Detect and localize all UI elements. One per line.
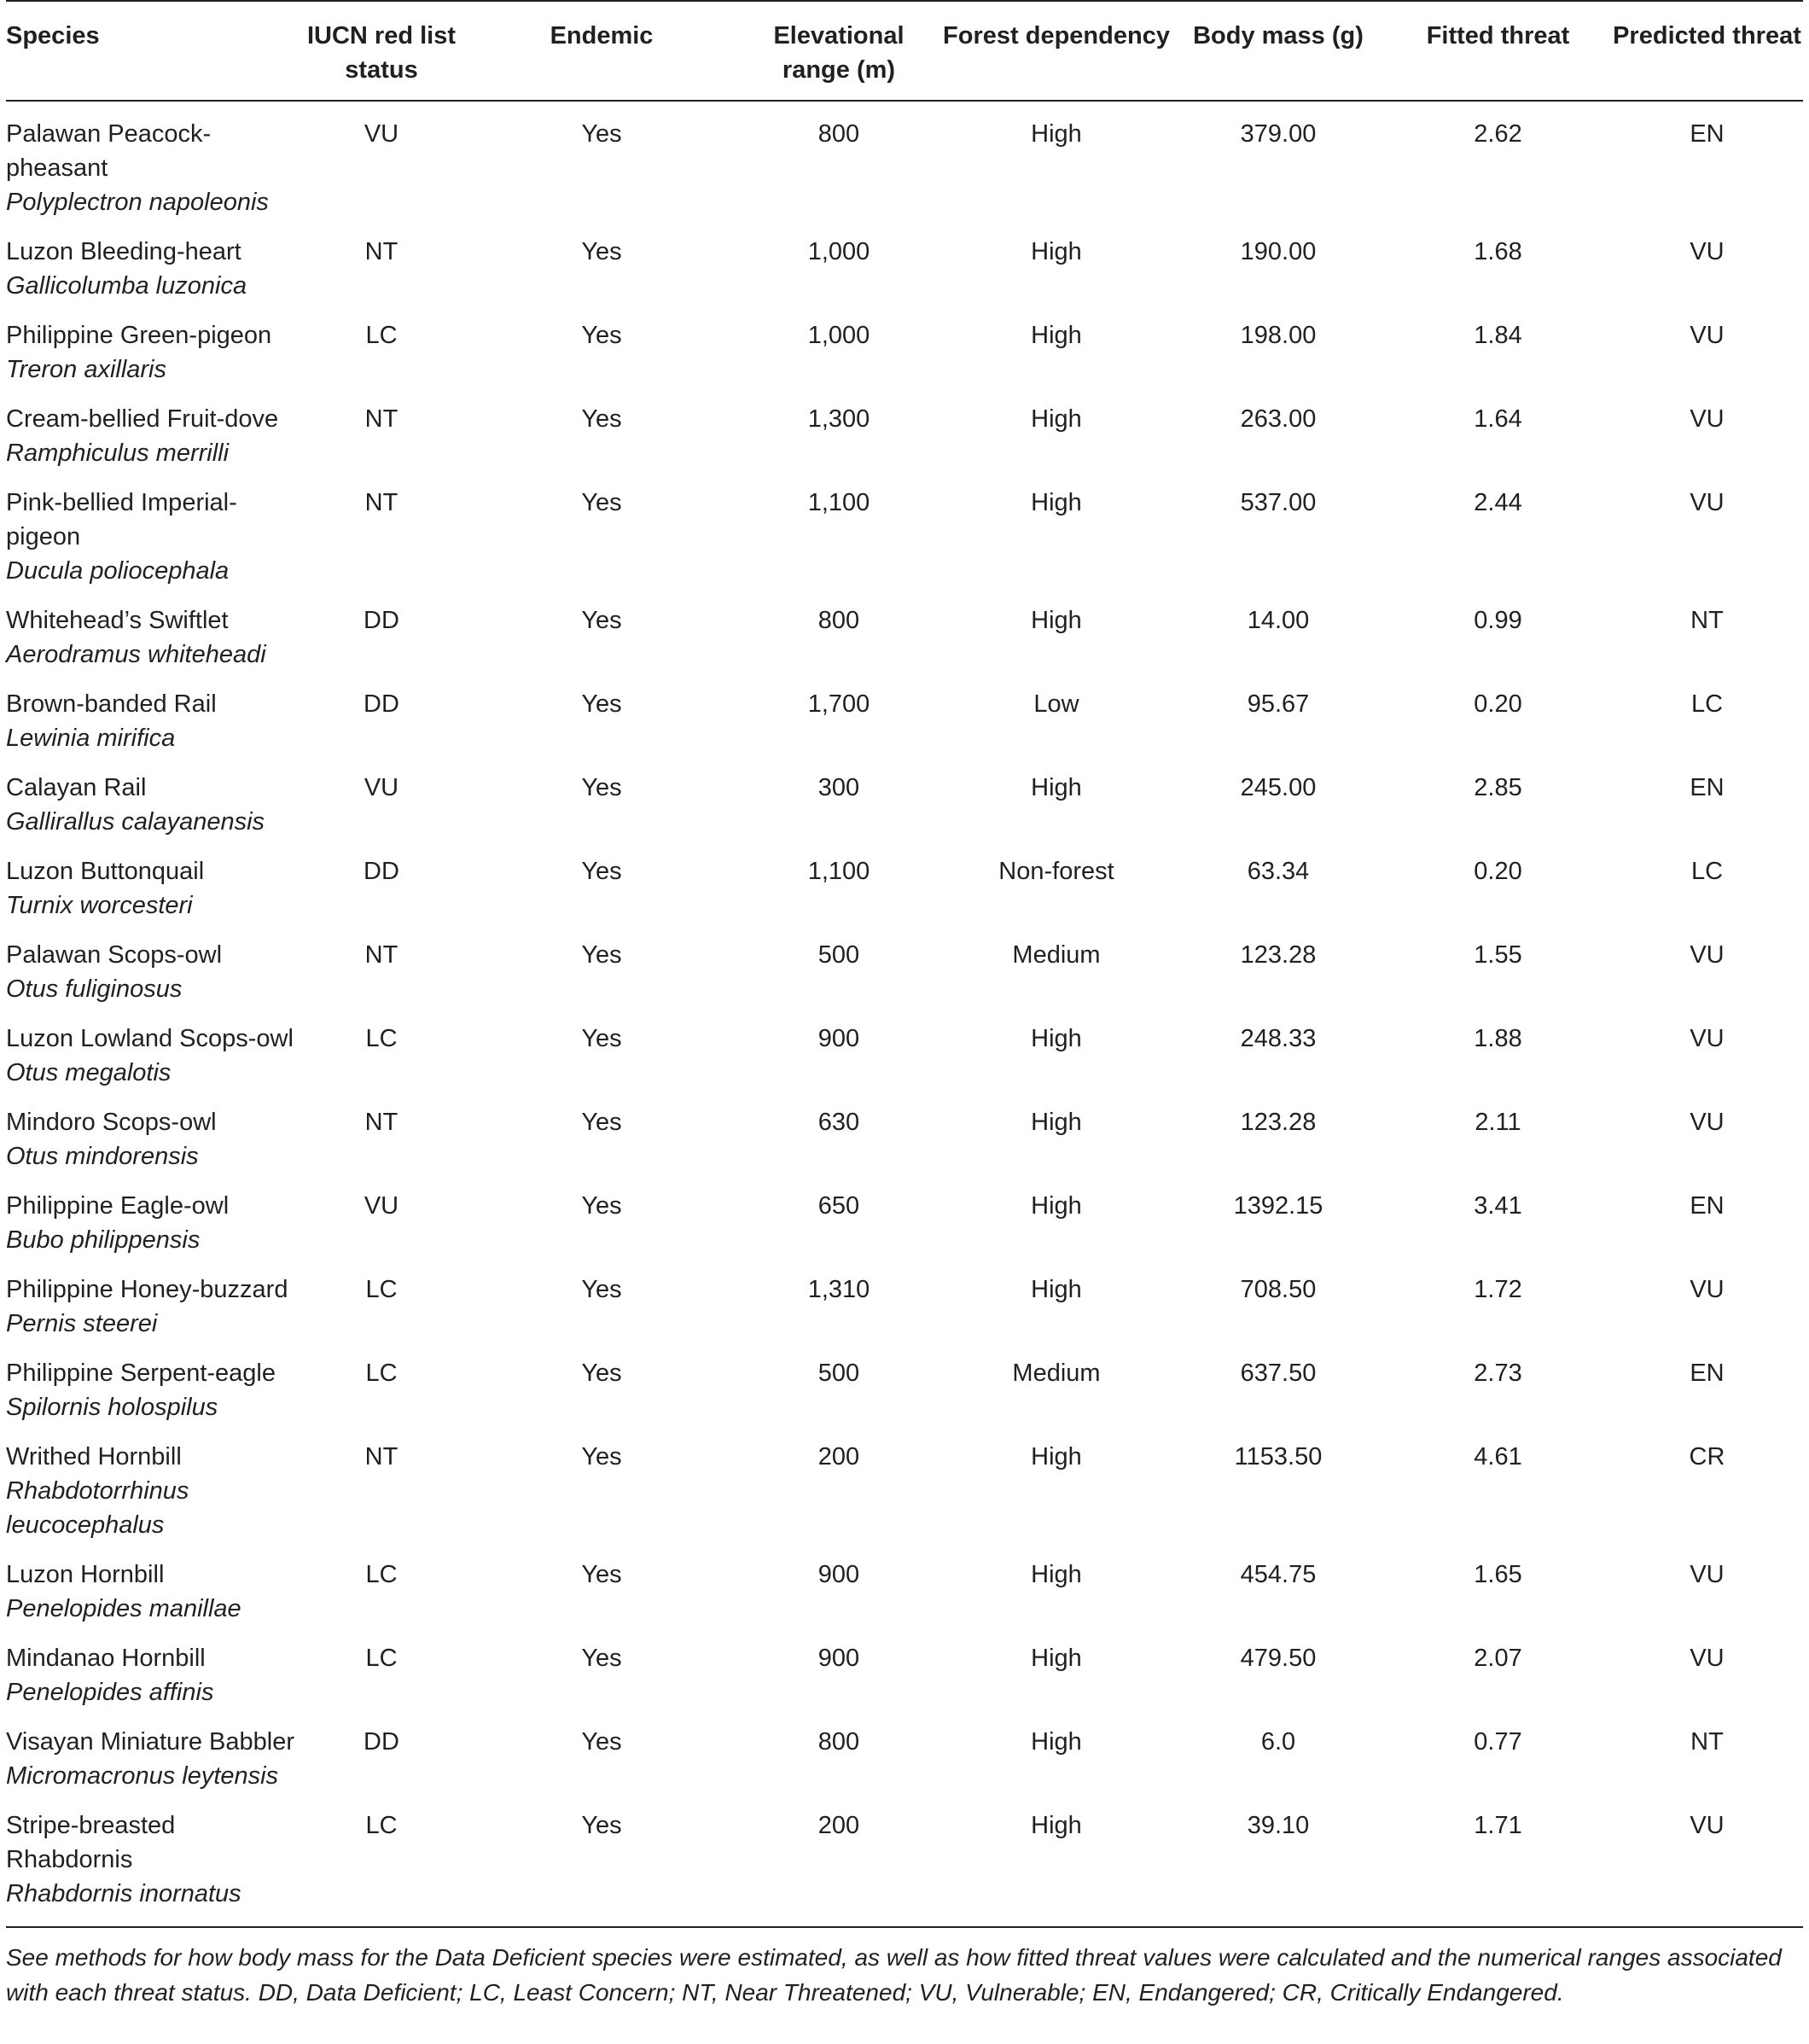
scientific-name: Aerodramus whiteheadi bbox=[6, 641, 266, 668]
body-mass-cell: 637.50 bbox=[1240, 1360, 1317, 1387]
species-cell bbox=[6, 1263, 296, 1347]
predicted-threat-cell: EN bbox=[1690, 1192, 1725, 1220]
iucn-status-cell: VU bbox=[364, 774, 399, 801]
scientific-name: Pernis steerei bbox=[6, 1310, 158, 1337]
predicted-threat-cell: VU bbox=[1690, 238, 1725, 265]
iucn-status-cell: LC bbox=[296, 1799, 467, 1927]
header-predicted-threat: Predicted threat bbox=[1611, 1, 1803, 101]
table-row bbox=[6, 1715, 1803, 1799]
iucn-status-cell: VU bbox=[364, 120, 399, 148]
scientific-name: Gallicolumba luzonica bbox=[6, 272, 247, 300]
elevational-range-cell: 800 bbox=[817, 607, 860, 634]
scientific-name: Otus fuliginosus bbox=[6, 975, 183, 1003]
common-name: Stripe-breasted Rhabdornis bbox=[6, 1812, 176, 1873]
header-species: Species bbox=[6, 1, 296, 101]
body-mass-cell: 537.00 bbox=[1240, 489, 1317, 516]
species-cell bbox=[6, 1347, 296, 1430]
species-cell bbox=[6, 594, 296, 678]
predicted-threat-cell: EN bbox=[1690, 774, 1725, 801]
fitted-threat-cell: 1.64 bbox=[1474, 405, 1522, 433]
fitted-threat-cell: 0.20 bbox=[1474, 858, 1522, 885]
elevational-range-cell: 800 bbox=[817, 120, 860, 148]
fitted-threat-cell: 1.71 bbox=[1385, 1799, 1611, 1927]
forest-dependency-cell: High bbox=[1031, 774, 1082, 801]
body-mass-cell: 263.00 bbox=[1240, 405, 1317, 433]
endemic-cell: Yes bbox=[581, 1728, 622, 1756]
scientific-name: Treron axillaris bbox=[6, 356, 167, 383]
species-cell bbox=[6, 761, 296, 845]
forest-dependency-cell: Non-forest bbox=[998, 858, 1114, 885]
predicted-threat-cell: EN bbox=[1690, 120, 1725, 148]
common-name: Visayan Miniature Babbler bbox=[6, 1728, 294, 1756]
endemic-cell: Yes bbox=[581, 489, 622, 516]
predicted-threat-cell: CR bbox=[1689, 1443, 1725, 1470]
table-row bbox=[6, 1096, 1803, 1179]
fitted-threat-cell: 2.07 bbox=[1474, 1645, 1522, 1672]
endemic-cell: Yes bbox=[581, 858, 622, 885]
iucn-status-cell: LC bbox=[365, 1360, 398, 1387]
fitted-threat-cell: 2.11 bbox=[1475, 1109, 1521, 1136]
body-mass-cell: 39.10 bbox=[1172, 1799, 1385, 1927]
scientific-name: Rhabdotorrhinus leucocephalus bbox=[6, 1477, 189, 1539]
iucn-status-cell: NT bbox=[364, 238, 398, 265]
elevational-range-cell: 300 bbox=[817, 774, 860, 801]
species-cell bbox=[6, 1548, 296, 1632]
predicted-threat-cell: VU bbox=[1690, 489, 1725, 516]
body-mass-cell: 190.00 bbox=[1240, 238, 1317, 265]
predicted-threat-cell: VU bbox=[1690, 1645, 1725, 1672]
header-forest-dependency: Forest dependency bbox=[941, 1, 1172, 101]
forest-dependency-cell: High bbox=[1031, 120, 1082, 148]
table-body bbox=[6, 101, 1803, 1927]
elevational-range-cell: 900 bbox=[817, 1645, 860, 1672]
scientific-name: Polyplectron napoleonis bbox=[6, 189, 269, 216]
common-name: Mindanao Hornbill bbox=[6, 1645, 206, 1672]
common-name: Whitehead’s Swiftlet bbox=[6, 607, 229, 634]
fitted-threat-cell: 0.77 bbox=[1474, 1728, 1522, 1756]
iucn-status-cell: LC bbox=[365, 1561, 398, 1588]
elevational-range-cell: 650 bbox=[817, 1192, 860, 1220]
elevational-range-cell: 1,000 bbox=[807, 322, 870, 349]
body-mass-cell: 1153.50 bbox=[1234, 1443, 1323, 1470]
species-cell bbox=[6, 476, 296, 594]
endemic-cell: Yes bbox=[581, 1109, 622, 1136]
table-row bbox=[6, 845, 1803, 929]
endemic-cell: Yes bbox=[581, 238, 622, 265]
forest-dependency-cell: High bbox=[1031, 1192, 1082, 1220]
species-cell bbox=[6, 309, 296, 393]
endemic-cell: Yes bbox=[581, 1025, 622, 1052]
forest-dependency-cell: High bbox=[1031, 322, 1082, 349]
predicted-threat-cell: NT bbox=[1690, 1728, 1724, 1756]
species-cell bbox=[6, 929, 296, 1012]
predicted-threat-cell: EN bbox=[1690, 1360, 1725, 1387]
body-mass-cell: 454.75 bbox=[1240, 1561, 1317, 1588]
table-row bbox=[6, 309, 1803, 393]
scientific-name: Spilornis holospilus bbox=[6, 1394, 218, 1421]
iucn-status-cell: LC bbox=[365, 1276, 398, 1303]
forest-dependency-cell: High bbox=[1031, 607, 1082, 634]
table-row bbox=[6, 1799, 1803, 1927]
predicted-threat-cell: VU bbox=[1690, 405, 1725, 433]
scientific-name: Lewinia mirifica bbox=[6, 725, 176, 752]
body-mass-cell: 95.67 bbox=[1247, 690, 1310, 718]
iucn-status-cell: NT bbox=[364, 489, 398, 516]
elevational-range-cell: 200 bbox=[817, 1443, 860, 1470]
forest-dependency-cell: Medium bbox=[1012, 1360, 1101, 1387]
table-row bbox=[6, 1430, 1803, 1548]
scientific-name: Penelopides manillae bbox=[6, 1595, 241, 1622]
fitted-threat-cell: 1.55 bbox=[1474, 941, 1522, 969]
iucn-status-cell: VU bbox=[364, 1192, 399, 1220]
scientific-name: Ramphiculus merrilli bbox=[6, 440, 230, 467]
iucn-status-cell: DD bbox=[364, 1728, 399, 1756]
elevational-range-cell: 500 bbox=[817, 1360, 860, 1387]
common-name: Palawan Scops-owl bbox=[6, 941, 223, 969]
elevational-range-cell: 900 bbox=[817, 1561, 860, 1588]
species-cell bbox=[6, 1179, 296, 1263]
elevational-range-cell: 630 bbox=[817, 1109, 860, 1136]
common-name: Writhed Hornbill bbox=[6, 1443, 182, 1470]
species-cell bbox=[6, 678, 296, 761]
body-mass-cell: 123.28 bbox=[1240, 1109, 1317, 1136]
table-row bbox=[6, 761, 1803, 845]
body-mass-cell: 123.28 bbox=[1240, 941, 1317, 969]
fitted-threat-cell: 2.44 bbox=[1474, 489, 1522, 516]
iucn-status-cell: NT bbox=[364, 941, 398, 969]
forest-dependency-cell: Medium bbox=[1012, 941, 1101, 969]
table-row bbox=[6, 1347, 1803, 1430]
iucn-status-cell: LC bbox=[365, 322, 398, 349]
species-cell bbox=[6, 1799, 296, 1927]
table-row bbox=[6, 101, 1803, 225]
endemic-cell: Yes bbox=[467, 1799, 736, 1927]
iucn-status-cell: NT bbox=[364, 1109, 398, 1136]
header-iucn-status: IUCN red list status bbox=[296, 1, 467, 101]
elevational-range-cell: 1,100 bbox=[807, 858, 870, 885]
elevational-range-cell: 500 bbox=[817, 941, 860, 969]
iucn-status-cell: DD bbox=[364, 690, 399, 718]
body-mass-cell: 379.00 bbox=[1240, 120, 1317, 148]
body-mass-cell: 248.33 bbox=[1240, 1025, 1317, 1052]
scientific-name: Gallirallus calayanensis bbox=[6, 808, 265, 836]
species-cell bbox=[6, 1096, 296, 1179]
predicted-threat-cell: LC bbox=[1690, 690, 1724, 718]
forest-dependency-cell: High bbox=[1031, 1443, 1082, 1470]
fitted-threat-cell: 1.88 bbox=[1474, 1025, 1522, 1052]
fitted-threat-cell: 1.68 bbox=[1474, 238, 1522, 265]
fitted-threat-cell: 3.41 bbox=[1474, 1192, 1522, 1220]
forest-dependency-cell: High bbox=[1031, 1561, 1082, 1588]
elevational-range-cell: 1,100 bbox=[807, 489, 870, 516]
table-row bbox=[6, 1179, 1803, 1263]
elevational-range-cell: 800 bbox=[817, 1728, 860, 1756]
common-name: Philippine Serpent-eagle bbox=[6, 1360, 276, 1387]
endemic-cell: Yes bbox=[581, 1192, 622, 1220]
forest-dependency-cell: High bbox=[1031, 1276, 1082, 1303]
species-cell bbox=[6, 393, 296, 476]
forest-dependency-cell: High bbox=[1031, 1645, 1082, 1672]
forest-dependency-cell: Low bbox=[1033, 690, 1079, 718]
header-endemic: Endemic bbox=[467, 1, 736, 101]
body-mass-cell: 708.50 bbox=[1240, 1276, 1317, 1303]
scientific-name: Micromacronus leytensis bbox=[6, 1762, 279, 1790]
iucn-status-cell: DD bbox=[364, 858, 399, 885]
scientific-name: Otus megalotis bbox=[6, 1059, 172, 1086]
table-row bbox=[6, 1548, 1803, 1632]
common-name: Brown-banded Rail bbox=[6, 690, 217, 718]
endemic-cell: Yes bbox=[581, 690, 622, 718]
common-name: Luzon Bleeding-heart bbox=[6, 238, 241, 265]
predicted-threat-cell: VU bbox=[1611, 1799, 1803, 1927]
scientific-name: Otus mindorensis bbox=[6, 1143, 199, 1170]
endemic-cell: Yes bbox=[581, 774, 622, 801]
predicted-threat-cell: VU bbox=[1690, 1561, 1725, 1588]
common-name: Philippine Honey-buzzard bbox=[6, 1276, 288, 1303]
common-name: Luzon Lowland Scops-owl bbox=[6, 1025, 294, 1052]
scientific-name: Ducula poliocephala bbox=[6, 557, 230, 585]
elevational-range-cell: 1,000 bbox=[807, 238, 870, 265]
common-name: Pink-bellied Imperial-pigeon bbox=[6, 489, 237, 550]
forest-dependency-cell: High bbox=[1031, 1728, 1082, 1756]
table-row bbox=[6, 929, 1803, 1012]
endemic-cell: Yes bbox=[581, 1561, 622, 1588]
iucn-status-cell: NT bbox=[364, 405, 398, 433]
body-mass-cell: 14.00 bbox=[1247, 607, 1310, 634]
table-row bbox=[6, 678, 1803, 761]
iucn-status-cell: DD bbox=[364, 607, 399, 634]
forest-dependency-cell: High bbox=[1031, 405, 1082, 433]
species-cell bbox=[6, 101, 296, 225]
predicted-threat-cell: VU bbox=[1690, 1109, 1725, 1136]
predicted-threat-cell: VU bbox=[1690, 322, 1725, 349]
common-name: Philippine Eagle-owl bbox=[6, 1192, 230, 1220]
endemic-cell: Yes bbox=[581, 120, 622, 148]
scientific-name: Bubo philippensis bbox=[6, 1226, 201, 1254]
species-cell bbox=[6, 225, 296, 309]
predicted-threat-cell: VU bbox=[1690, 941, 1725, 969]
endemic-cell: Yes bbox=[581, 405, 622, 433]
endemic-cell: Yes bbox=[581, 1276, 622, 1303]
elevational-range-cell: 1,300 bbox=[807, 405, 870, 433]
common-name: Mindoro Scops-owl bbox=[6, 1109, 217, 1136]
species-cell bbox=[6, 1632, 296, 1715]
elevational-range-cell: 1,700 bbox=[807, 690, 870, 718]
scientific-name: Rhabdornis inornatus bbox=[6, 1880, 241, 1907]
header-body-mass: Body mass (g) bbox=[1172, 1, 1385, 101]
iucn-status-cell: NT bbox=[364, 1443, 398, 1470]
table-row bbox=[6, 1632, 1803, 1715]
common-name: Palawan Peacock-pheasant bbox=[6, 120, 212, 182]
scientific-name: Penelopides affinis bbox=[6, 1679, 214, 1706]
forest-dependency-cell: High bbox=[1031, 489, 1082, 516]
body-mass-cell: 245.00 bbox=[1240, 774, 1317, 801]
iucn-status-cell: LC bbox=[365, 1025, 398, 1052]
common-name: Calayan Rail bbox=[6, 774, 147, 801]
table-row bbox=[6, 393, 1803, 476]
body-mass-cell: 198.00 bbox=[1240, 322, 1317, 349]
fitted-threat-cell: 2.62 bbox=[1474, 120, 1522, 148]
header-fitted-threat: Fitted threat bbox=[1385, 1, 1611, 101]
endemic-cell: Yes bbox=[581, 1645, 622, 1672]
header-elevational-range: Elevational range (m) bbox=[736, 1, 941, 101]
endemic-cell: Yes bbox=[581, 322, 622, 349]
fitted-threat-cell: 1.65 bbox=[1474, 1561, 1522, 1588]
table-row bbox=[6, 476, 1803, 594]
endemic-cell: Yes bbox=[581, 1443, 622, 1470]
fitted-threat-cell: 1.72 bbox=[1474, 1276, 1522, 1303]
forest-dependency-cell: High bbox=[1031, 238, 1082, 265]
forest-dependency-cell: High bbox=[1031, 1025, 1082, 1052]
body-mass-cell: 479.50 bbox=[1240, 1645, 1317, 1672]
fitted-threat-cell: 0.99 bbox=[1474, 607, 1522, 634]
forest-dependency-cell: High bbox=[1031, 1109, 1082, 1136]
endemic-cell: Yes bbox=[581, 941, 622, 969]
species-cell bbox=[6, 1430, 296, 1548]
iucn-status-cell: LC bbox=[365, 1645, 398, 1672]
fitted-threat-cell: 2.73 bbox=[1474, 1360, 1522, 1387]
species-cell bbox=[6, 1715, 296, 1799]
fitted-threat-cell: 2.85 bbox=[1474, 774, 1522, 801]
table-footnote: See methods for how body mass for the Data Deficient species were estimated, as well as how fitted threat values were calculated and the numerical ranges associated with each threat status. DD, Data Deficient; LC, Least Concern; NT, Near Threatened; VU, Vulnerable; EN, Endangered; CR, Critically Endangered. bbox=[6, 1944, 1782, 2006]
common-name: Philippine Green-pigeon bbox=[6, 322, 272, 349]
elevational-range-cell: 200 bbox=[736, 1799, 941, 1927]
predicted-threat-cell: VU bbox=[1690, 1276, 1725, 1303]
predicted-threat-cell: NT bbox=[1690, 607, 1724, 634]
table-header bbox=[6, 1, 1803, 101]
table-row bbox=[6, 594, 1803, 678]
species-cell bbox=[6, 845, 296, 929]
elevational-range-cell: 1,310 bbox=[807, 1276, 870, 1303]
common-name: Luzon Hornbill bbox=[6, 1561, 165, 1588]
scientific-name: Turnix worcesteri bbox=[6, 892, 193, 919]
forest-dependency-cell: High bbox=[941, 1799, 1172, 1927]
body-mass-cell: 1392.15 bbox=[1233, 1192, 1323, 1220]
species-table bbox=[6, 0, 1803, 1928]
table-row bbox=[6, 1263, 1803, 1347]
fitted-threat-cell: 0.20 bbox=[1474, 690, 1522, 718]
fitted-threat-cell: 1.84 bbox=[1474, 322, 1522, 349]
predicted-threat-cell: LC bbox=[1690, 858, 1724, 885]
table-container bbox=[6, 0, 1809, 2010]
species-cell bbox=[6, 1012, 296, 1096]
common-name: Cream-bellied Fruit-dove bbox=[6, 405, 279, 433]
fitted-threat-cell: 4.61 bbox=[1474, 1443, 1522, 1470]
elevational-range-cell: 900 bbox=[817, 1025, 860, 1052]
body-mass-cell: 6.0 bbox=[1260, 1728, 1296, 1756]
predicted-threat-cell: VU bbox=[1690, 1025, 1725, 1052]
endemic-cell: Yes bbox=[581, 607, 622, 634]
common-name: Luzon Buttonquail bbox=[6, 858, 205, 885]
endemic-cell: Yes bbox=[581, 1360, 622, 1387]
table-row bbox=[6, 1012, 1803, 1096]
table-row bbox=[6, 225, 1803, 309]
body-mass-cell: 63.34 bbox=[1247, 858, 1310, 885]
